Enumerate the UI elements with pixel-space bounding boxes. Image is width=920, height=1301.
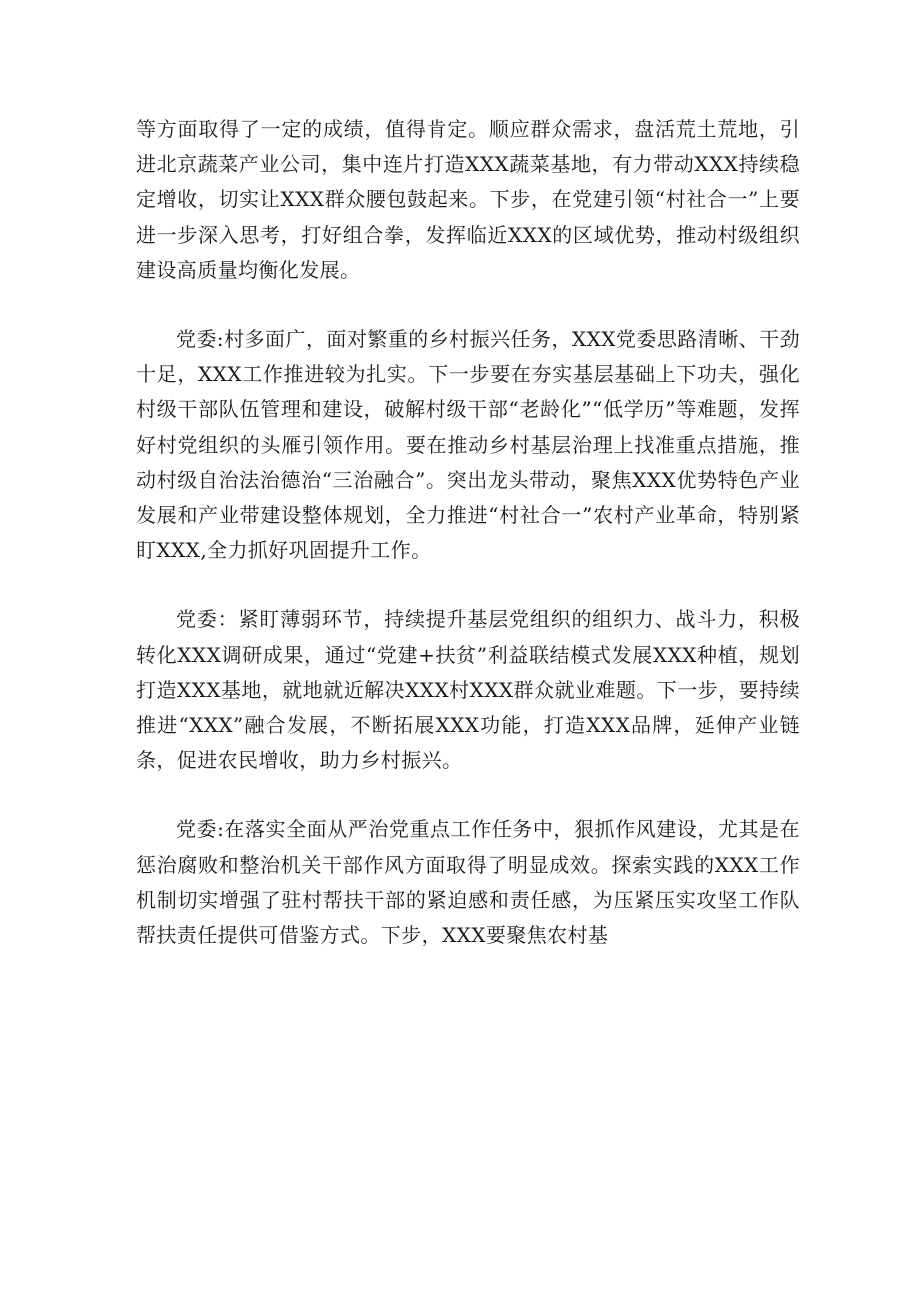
paragraph-party-committee-2: 党委：紧盯薄弱环节，持续提升基层党组织的组织力、战斗力，积极转化XXX调研成果，通过“党建+扶贫”利益联结模式发展XXX种植，规划打造XXX基地，就地就近解决XXX村XXX群众就业难题。下一步，要持续推进“XXX”融合发展，不断拓展XXX功能，打造XXX品牌，延伸产业链条，促进农民增收，助力乡村振兴。 — [136, 607, 800, 773]
paragraph-party-committee-1: 党委:村多面广，面对繁重的乡村振兴任务，XXX党委思路清晰、干劲十足，XXX工作推进较为扎实。下一步要在夯实基层基础上下功夫，强化村级干部队伍管理和建设，破解村级干部“老龄化”“低学历”等难题，发挥好村党组织的头雁引领作用。要在推动乡村基层治理上找准重点措施，推动村级自治法治德治“三治融合”。突出龙头带动，聚焦XXX优势特色产业发展和产业带建设整体规划，全力推进“村社合一”农村产业革命，特别紧盯XXX,全力抓好巩固提升工作。 — [136, 327, 800, 563]
paragraph-party-committee-3: 党委:在落实全面从严治党重点工作任务中，狠抓作风建设，尤其是在惩治腐败和整治机关干部作风方面取得了明显成效。探索实践的XXX工作机制切实增强了驻村帮扶干部的紧迫感和责任感，为压紧压实攻坚工作队帮扶责任提供可借鉴方式。下步，XXX要聚焦农村基 — [136, 817, 800, 948]
paragraph-continuation: 等方面取得了一定的成绩，值得肯定。顺应群众需求，盘活荒土荒地，引进北京蔬菜产业公司，集中连片打造XXX蔬菜基地，有力带动XXX持续稳定增收，切实让XXX群众腰包鼓起来。下步，在党建引领“村社合一”上要进一步深入思考，打好组合拳，发挥临近XXX的区域优势，推动村级组织建设高质量均衡化发展。 — [136, 117, 800, 282]
